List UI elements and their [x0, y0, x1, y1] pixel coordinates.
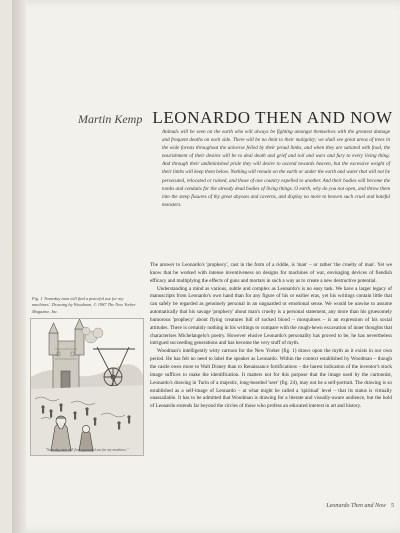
page-number: 5	[391, 503, 394, 509]
author-name: Martin Kemp	[78, 112, 143, 126]
cartoon-illustration	[31, 319, 143, 455]
book-page	[12, 0, 400, 533]
body-text	[150, 262, 392, 472]
page-footer	[304, 503, 394, 509]
page-gutter	[12, 0, 26, 533]
chapter-heading	[78, 108, 400, 128]
body-paragraph: The answer to Leonardo's 'prophecy', cast in the form of a riddle, is 'man' – or rather 'the cruelty of man'. Yet we know that he worked with intense inventiveness on designs for machines of war, envisaging devices of fiendish efficacy and multiplying the effects of guns and mortars in such a way as to create a new destructive potential.	[150, 262, 392, 284]
chapter-title: LEONARDO THEN AND NOW	[152, 108, 393, 127]
body-paragraph: Woodman's intelligently witty cartoon for the New Yorker (fig. 1) draws upon the myth as it exists in our own period. He has felt no need to label the speaker as Leonardo. Within the context established by Woodman – though the castle owes more to Walt Disney than to Renaissance fortifications – the barest indication of the inventor's stock image suffices to make the identification. It matters not for this purpose that the image used by the cartoonist, Leonardo's drawing in Turin of a majestic, long-bearded 'seer' (fig. 24), may not be a self-portrait. The drawing is so established as a self-image of Leonardo – at what might be called a 'spiritual' level – that its status is virtually unassailable. It has to be admitted that Woodman is drawing for a literate and visually-aware audience, but the hold of Leonardo extends far beyond the circles of those who profess an educated interest in art and history.	[150, 348, 392, 410]
cartoon-figure	[30, 318, 144, 456]
cartoon-caption: "Someday man will find a peaceful use for my machines."	[45, 448, 129, 452]
figure-caption-note: Fig. 1 'Someday man will find a peaceful use for my machines'. Drawing by Woodman, © 1987 The New Yorker Magazine, Inc.	[32, 296, 136, 314]
epigraph: Animals will be seen on the earth who will always be fighting amongst themselves with the greatest damage and frequent deaths on each side. There will be no limit to their malignity; we shall see great areas of trees in the wide forests throughout the universe felled by their proud limbs, and when they are satiated with food, the nourishment of their desires will be to deal death and grief and toil and wars and fury to every living thing. And through their undiminished pride they will desire to ascend towards heaven, but the excessive weight of their limbs will keep them below. Nothing will remain on the earth or under the earth and water that will not be persecuted, relocated or ruined, and those of one country expelled to another. And their bodies will become the tombs and conduits for the already dead bodies of living things. O earth, why do you not open, and throw them into the steep fissures of thy great abysses and caverns, and display no more to heaven such cruel and hateful monsters.	[162, 129, 390, 208]
running-title: Leonardo Then and Now	[326, 503, 386, 509]
body-paragraph: Understanding a mind as various, subtle and complex as Leonardo's is no easy task. We have a larger legacy of manuscripts from Leonardo's own hand than for any figure of his or earlier eras, yet his writings contain little that can safely be regarded as genuinely personal in an unguarded or emotional sense. We would be unwise to assume automatically that his savage 'prophecy' about man's cruelty is a personal statement, any more than his gruesomely humorous 'prophecy' about flying creatures full of sucked blood – mosquitoes – is an expression of his social attitudes. There is certainly nothing in his writings to compare with the rough-hewn excavation of inner thoughts that characterises Michelangelo's poetry. However elusive Leonardo's personality has proved to be, he has nevertheless intrigued succeeding generations and has become the very stuff of myth.	[150, 285, 392, 347]
